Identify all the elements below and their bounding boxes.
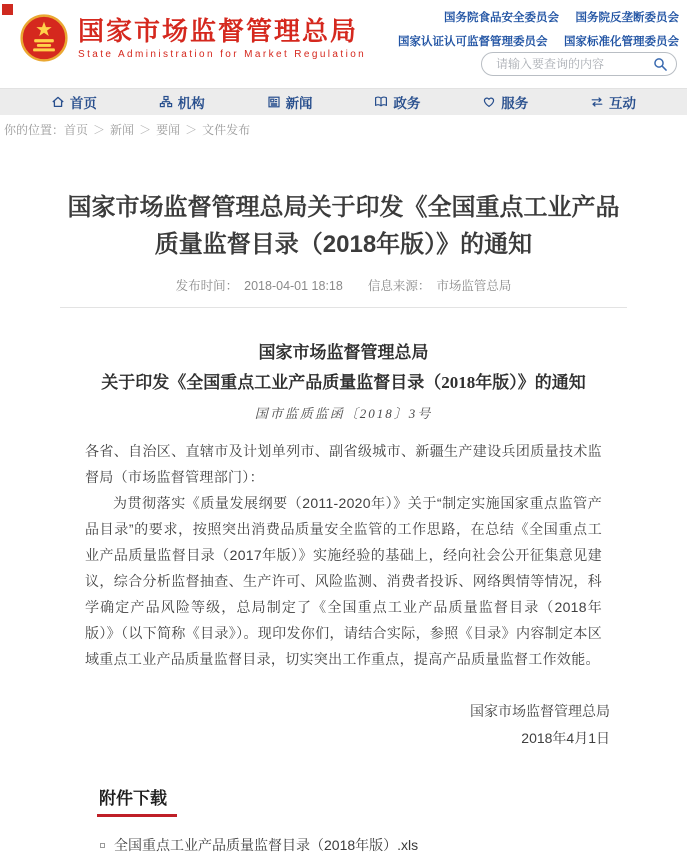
square-bullet-icon (100, 843, 105, 848)
salutation-paragraph: 各省、自治区、直辖市及计划单列市、副省级城市、新疆生产建设兵团质量技术监督局（市场监督管理部门）： (85, 443, 602, 485)
news-icon (267, 95, 281, 109)
signature-date: 2018年4月1日 (521, 730, 610, 746)
site-search[interactable] (481, 52, 677, 76)
related-agency-links (386, 8, 679, 56)
brand-text (78, 16, 366, 60)
body-paragraph: 为贯彻落实《质量发展纲要（2011-2020年）》关于“制定实施国家重点监管产品目录”的要求，按照突出消费品质量安全监管的工作思路，在总结《全国重点工业产品质量监督目录（2017年版）》实施经验的基础上，经向社会公开征集意见建议，综合分析监督抽查、生产许可、风险监测、消费者投诉、网络舆情等情况，科学确定产品风险等级，总局制定了《全国重点工业产品质量监督目录（2018年版）》（以下简称《目录》）。现印发你们，请结合实际，参照《目录》内容制定本区域重点工业产品质量监督目录，切实突出工作重点，提高产品质量监督工作效能。 (85, 495, 602, 667)
nav-item-interact[interactable] (590, 92, 636, 112)
breadcrumb-prefix: 你的位置： (4, 122, 65, 137)
breadcrumb-news[interactable]: 新闻 (110, 122, 135, 137)
home-icon (51, 95, 65, 109)
document-heading-line1: 国家市场监督管理总局 (258, 343, 429, 362)
attachment-file-name: 全国重点工业产品质量监督目录（2018年版）.xls (114, 837, 419, 853)
breadcrumb-home[interactable]: 首页 (64, 122, 89, 137)
main-nav (0, 88, 687, 115)
org-icon (159, 95, 173, 109)
book-icon (374, 95, 388, 109)
nav-label: 互动 (609, 96, 637, 111)
heart-icon (482, 95, 496, 109)
signature-block (60, 698, 627, 752)
article-meta (60, 276, 627, 294)
corner-red-mark (2, 4, 13, 15)
nav-item-org[interactable] (159, 92, 205, 112)
page-title: 国家市场监督管理总局关于印发《全国重点工业产品质量监督目录（2018年版）》的通知 (67, 194, 620, 258)
breadcrumb-separator: ＞ (93, 122, 106, 137)
signature-agency: 国家市场监督管理总局 (470, 703, 610, 719)
brand-subtitle: State Administration for Market Regulation (78, 49, 367, 60)
document-body (60, 438, 627, 672)
link-cnca[interactable]: 国家认证认可监督管理委员会 (398, 36, 548, 48)
document-number: 国市监质监函〔2018〕3号 (254, 406, 433, 421)
site-header (0, 0, 687, 88)
breadcrumb-highlights[interactable]: 要闻 (156, 122, 181, 137)
link-food-safety-committee[interactable]: 国务院食品安全委员会 (444, 12, 560, 24)
link-sac[interactable]: 国家标准化管理委员会 (564, 36, 679, 48)
brand-title: 国家市场监督管理总局 (78, 16, 359, 46)
publish-time: 2018-04-01 18:18 (244, 279, 343, 293)
search-icon[interactable] (653, 57, 668, 72)
breadcrumb (0, 115, 687, 143)
nav-item-home[interactable] (51, 92, 97, 112)
nav-item-service[interactable] (482, 92, 528, 112)
breadcrumb-current[interactable]: 文件发布 (202, 122, 251, 137)
nav-item-news[interactable] (267, 92, 313, 112)
arrows-icon (590, 95, 604, 109)
attachment-heading: 附件下载 (97, 784, 177, 817)
source-label: 信息来源： (367, 279, 431, 293)
breadcrumb-separator: ＞ (139, 122, 152, 137)
nav-label: 服务 (501, 96, 529, 111)
nav-label: 新闻 (285, 96, 313, 111)
attachment-section (60, 784, 627, 855)
publish-time-label: 发布时间： (175, 279, 239, 293)
article (60, 189, 627, 855)
document-heading-line2: 关于印发《全国重点工业产品质量监督目录（2018年版）》的通知 (101, 373, 586, 392)
national-emblem-logo (20, 14, 68, 62)
search-input[interactable] (494, 56, 653, 72)
source-value: 市场监管总局 (436, 279, 512, 293)
attachment-link[interactable] (100, 835, 627, 855)
link-antimonopoly-committee[interactable]: 国务院反垄断委员会 (575, 12, 679, 24)
nav-item-gov[interactable] (374, 92, 420, 112)
site-brand[interactable] (20, 14, 366, 62)
nav-label: 政务 (393, 96, 421, 111)
meta-divider (60, 307, 627, 308)
nav-label: 首页 (69, 96, 97, 111)
breadcrumb-separator: ＞ (185, 122, 198, 137)
nav-label: 机构 (177, 96, 205, 111)
